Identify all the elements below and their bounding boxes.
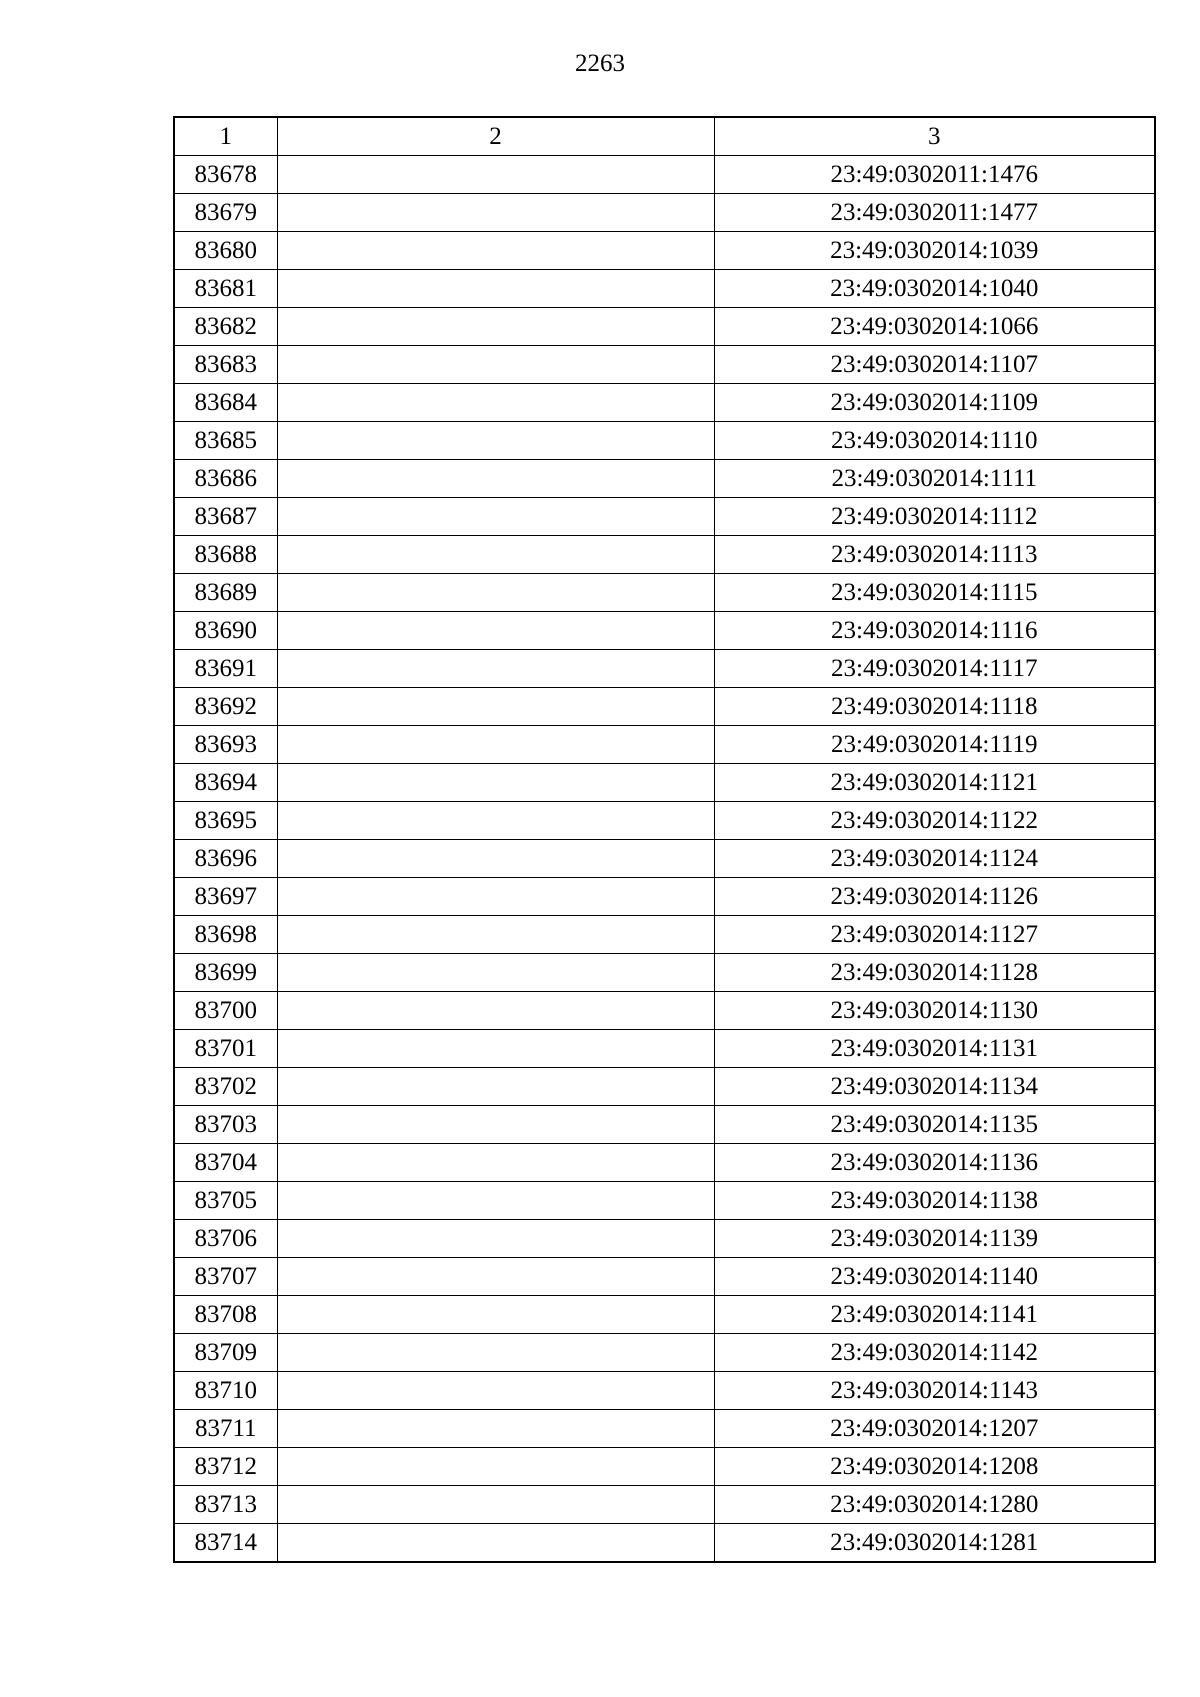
table-row bbox=[174, 384, 1155, 422]
row-empty-cell bbox=[277, 270, 714, 308]
row-number-cell: 83713 bbox=[174, 1486, 277, 1524]
table-row bbox=[174, 1448, 1155, 1486]
header-col-3: 3 bbox=[714, 117, 1155, 156]
table-row bbox=[174, 992, 1155, 1030]
table-row bbox=[174, 460, 1155, 498]
table-row bbox=[174, 612, 1155, 650]
row-empty-cell bbox=[277, 574, 714, 612]
table-row bbox=[174, 1258, 1155, 1296]
cadastral-number-cell: 23:49:0302014:1113 bbox=[714, 536, 1155, 574]
row-empty-cell bbox=[277, 1068, 714, 1106]
row-empty-cell bbox=[277, 536, 714, 574]
cadastral-number-cell: 23:49:0302014:1281 bbox=[714, 1524, 1155, 1563]
row-number-cell: 83699 bbox=[174, 954, 277, 992]
row-empty-cell bbox=[277, 802, 714, 840]
row-empty-cell bbox=[277, 498, 714, 536]
table-row bbox=[174, 650, 1155, 688]
table-row bbox=[174, 156, 1155, 194]
row-number-cell: 83700 bbox=[174, 992, 277, 1030]
table-row bbox=[174, 1106, 1155, 1144]
row-number-cell: 83689 bbox=[174, 574, 277, 612]
row-empty-cell bbox=[277, 726, 714, 764]
table-row bbox=[174, 232, 1155, 270]
row-number-cell: 83694 bbox=[174, 764, 277, 802]
row-number-cell: 83692 bbox=[174, 688, 277, 726]
cadastral-number-cell: 23:49:0302014:1117 bbox=[714, 650, 1155, 688]
cadastral-number-cell: 23:49:0302014:1112 bbox=[714, 498, 1155, 536]
row-empty-cell bbox=[277, 688, 714, 726]
table-row bbox=[174, 726, 1155, 764]
table-row bbox=[174, 1334, 1155, 1372]
row-number-cell: 83685 bbox=[174, 422, 277, 460]
table-row bbox=[174, 422, 1155, 460]
header-col-1: 1 bbox=[174, 117, 277, 156]
row-number-cell: 83697 bbox=[174, 878, 277, 916]
row-empty-cell bbox=[277, 1486, 714, 1524]
cadastral-number-cell: 23:49:0302014:1135 bbox=[714, 1106, 1155, 1144]
row-empty-cell bbox=[277, 194, 714, 232]
table-row bbox=[174, 1220, 1155, 1258]
table-row bbox=[174, 1372, 1155, 1410]
row-empty-cell bbox=[277, 1296, 714, 1334]
row-empty-cell bbox=[277, 384, 714, 422]
row-empty-cell bbox=[277, 1524, 714, 1563]
cadastral-number-cell: 23:49:0302014:1140 bbox=[714, 1258, 1155, 1296]
row-number-cell: 83711 bbox=[174, 1410, 277, 1448]
row-empty-cell bbox=[277, 650, 714, 688]
table-row bbox=[174, 1524, 1155, 1563]
table-row bbox=[174, 840, 1155, 878]
table-row bbox=[174, 498, 1155, 536]
row-number-cell: 83679 bbox=[174, 194, 277, 232]
row-empty-cell bbox=[277, 1106, 714, 1144]
cadastral-number-cell: 23:49:0302014:1115 bbox=[714, 574, 1155, 612]
cadastral-number-cell: 23:49:0302014:1116 bbox=[714, 612, 1155, 650]
row-number-cell: 83702 bbox=[174, 1068, 277, 1106]
row-number-cell: 83712 bbox=[174, 1448, 277, 1486]
table-row bbox=[174, 1182, 1155, 1220]
cadastral-number-cell: 23:49:0302014:1121 bbox=[714, 764, 1155, 802]
row-empty-cell bbox=[277, 954, 714, 992]
cadastral-number-cell: 23:49:0302014:1138 bbox=[714, 1182, 1155, 1220]
cadastral-number-cell: 23:49:0302014:1280 bbox=[714, 1486, 1155, 1524]
row-empty-cell bbox=[277, 612, 714, 650]
table-row bbox=[174, 1068, 1155, 1106]
row-empty-cell bbox=[277, 916, 714, 954]
row-number-cell: 83710 bbox=[174, 1372, 277, 1410]
row-empty-cell bbox=[277, 1220, 714, 1258]
row-empty-cell bbox=[277, 878, 714, 916]
cadastral-number-cell: 23:49:0302014:1143 bbox=[714, 1372, 1155, 1410]
row-empty-cell bbox=[277, 1030, 714, 1068]
table-row bbox=[174, 688, 1155, 726]
table-body bbox=[174, 156, 1155, 1563]
cadastral-number-cell: 23:49:0302014:1111 bbox=[714, 460, 1155, 498]
table-row bbox=[174, 536, 1155, 574]
table-row bbox=[174, 308, 1155, 346]
table-row bbox=[174, 916, 1155, 954]
row-empty-cell bbox=[277, 1410, 714, 1448]
row-number-cell: 83708 bbox=[174, 1296, 277, 1334]
row-number-cell: 83693 bbox=[174, 726, 277, 764]
row-number-cell: 83680 bbox=[174, 232, 277, 270]
table-header bbox=[174, 117, 1155, 156]
row-empty-cell bbox=[277, 308, 714, 346]
table-row bbox=[174, 802, 1155, 840]
row-number-cell: 83701 bbox=[174, 1030, 277, 1068]
row-number-cell: 83686 bbox=[174, 460, 277, 498]
table-row bbox=[174, 878, 1155, 916]
row-number-cell: 83687 bbox=[174, 498, 277, 536]
cadastral-number-cell: 23:49:0302014:1141 bbox=[714, 1296, 1155, 1334]
cadastral-number-cell: 23:49:0302014:1139 bbox=[714, 1220, 1155, 1258]
cadastral-number-cell: 23:49:0302014:1124 bbox=[714, 840, 1155, 878]
row-number-cell: 83706 bbox=[174, 1220, 277, 1258]
row-empty-cell bbox=[277, 422, 714, 460]
data-table bbox=[173, 116, 1156, 1563]
row-empty-cell bbox=[277, 1334, 714, 1372]
row-empty-cell bbox=[277, 840, 714, 878]
header-col-2: 2 bbox=[277, 117, 714, 156]
row-empty-cell bbox=[277, 1372, 714, 1410]
cadastral-number-cell: 23:49:0302014:1131 bbox=[714, 1030, 1155, 1068]
row-number-cell: 83683 bbox=[174, 346, 277, 384]
table-row bbox=[174, 1410, 1155, 1448]
table-row bbox=[174, 346, 1155, 384]
cadastral-number-cell: 23:49:0302014:1119 bbox=[714, 726, 1155, 764]
row-number-cell: 83688 bbox=[174, 536, 277, 574]
table-row bbox=[174, 574, 1155, 612]
cadastral-number-cell: 23:49:0302014:1207 bbox=[714, 1410, 1155, 1448]
row-empty-cell bbox=[277, 346, 714, 384]
cadastral-number-cell: 23:49:0302014:1128 bbox=[714, 954, 1155, 992]
row-number-cell: 83682 bbox=[174, 308, 277, 346]
cadastral-number-cell: 23:49:0302014:1118 bbox=[714, 688, 1155, 726]
cadastral-number-cell: 23:49:0302014:1107 bbox=[714, 346, 1155, 384]
row-number-cell: 83705 bbox=[174, 1182, 277, 1220]
row-empty-cell bbox=[277, 1144, 714, 1182]
cadastral-number-cell: 23:49:0302014:1127 bbox=[714, 916, 1155, 954]
row-empty-cell bbox=[277, 1258, 714, 1296]
cadastral-number-cell: 23:49:0302014:1142 bbox=[714, 1334, 1155, 1372]
cadastral-number-cell: 23:49:0302014:1066 bbox=[714, 308, 1155, 346]
cadastral-number-cell: 23:49:0302014:1126 bbox=[714, 878, 1155, 916]
cadastral-number-cell: 23:49:0302014:1109 bbox=[714, 384, 1155, 422]
row-number-cell: 83678 bbox=[174, 156, 277, 194]
row-number-cell: 83695 bbox=[174, 802, 277, 840]
cadastral-number-cell: 23:49:0302014:1039 bbox=[714, 232, 1155, 270]
cadastral-number-cell: 23:49:0302014:1208 bbox=[714, 1448, 1155, 1486]
row-empty-cell bbox=[277, 992, 714, 1030]
row-number-cell: 83681 bbox=[174, 270, 277, 308]
row-number-cell: 83684 bbox=[174, 384, 277, 422]
cadastral-number-cell: 23:49:0302014:1110 bbox=[714, 422, 1155, 460]
row-number-cell: 83696 bbox=[174, 840, 277, 878]
row-number-cell: 83703 bbox=[174, 1106, 277, 1144]
page-number: 2263 bbox=[575, 50, 625, 77]
cadastral-number-cell: 23:49:0302014:1122 bbox=[714, 802, 1155, 840]
row-empty-cell bbox=[277, 764, 714, 802]
cadastral-number-cell: 23:49:0302014:1130 bbox=[714, 992, 1155, 1030]
row-empty-cell bbox=[277, 232, 714, 270]
header-row bbox=[174, 117, 1155, 156]
cadastral-number-cell: 23:49:0302011:1476 bbox=[714, 156, 1155, 194]
table-row bbox=[174, 764, 1155, 802]
row-number-cell: 83698 bbox=[174, 916, 277, 954]
cadastral-number-cell: 23:49:0302014:1134 bbox=[714, 1068, 1155, 1106]
row-number-cell: 83690 bbox=[174, 612, 277, 650]
row-number-cell: 83691 bbox=[174, 650, 277, 688]
row-empty-cell bbox=[277, 1182, 714, 1220]
cadastral-number-cell: 23:49:0302014:1040 bbox=[714, 270, 1155, 308]
cadastral-number-cell: 23:49:0302011:1477 bbox=[714, 194, 1155, 232]
table-row bbox=[174, 1486, 1155, 1524]
row-empty-cell bbox=[277, 1448, 714, 1486]
table-row bbox=[174, 954, 1155, 992]
table-row bbox=[174, 270, 1155, 308]
cadastral-number-cell: 23:49:0302014:1136 bbox=[714, 1144, 1155, 1182]
row-number-cell: 83714 bbox=[174, 1524, 277, 1563]
table-row bbox=[174, 194, 1155, 232]
row-number-cell: 83704 bbox=[174, 1144, 277, 1182]
table-row bbox=[174, 1030, 1155, 1068]
row-number-cell: 83707 bbox=[174, 1258, 277, 1296]
row-empty-cell bbox=[277, 156, 714, 194]
table-row bbox=[174, 1144, 1155, 1182]
table-row bbox=[174, 1296, 1155, 1334]
row-number-cell: 83709 bbox=[174, 1334, 277, 1372]
row-empty-cell bbox=[277, 460, 714, 498]
